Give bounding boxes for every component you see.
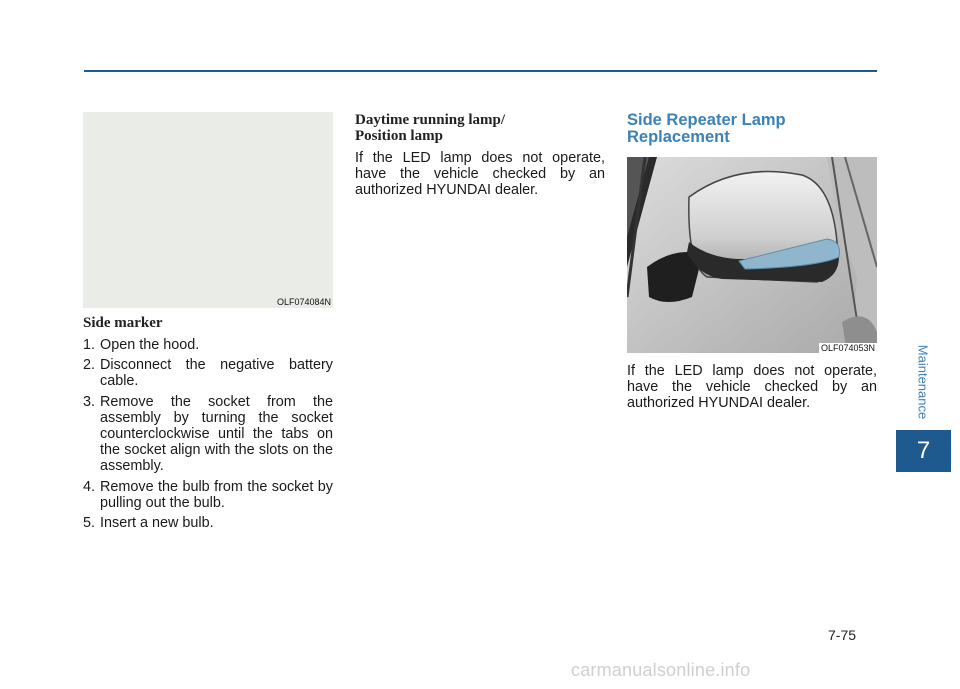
section-side-label: Maintenance [915, 344, 931, 420]
list-item: 5. Insert a new bulb. [83, 515, 214, 532]
page-number: 7-75 [828, 627, 857, 643]
body-paragraph: If the LED lamp does not operate, have the vehicle checked by an authorized HYUNDAI dealer. [627, 363, 877, 412]
chapter-tab: 7 [896, 430, 951, 472]
left-column [83, 112, 333, 535]
list-item: 2. Disconnect the negative battery cable. [83, 357, 333, 390]
watermark-text: carmanualsonline.info [571, 660, 751, 680]
list-item: 1. Open the hood. [83, 337, 200, 353]
side-repeater-figure [627, 157, 877, 353]
middle-column [355, 112, 605, 199]
body-paragraph: If the LED lamp does not operate, have the vehicle checked by an authorized HYUNDAI dealer. [355, 150, 605, 199]
figure-code: OLF074084N [276, 297, 331, 307]
list-item: 3. Remove the socket from the assembly by turning the socket counterclockwise until the tabs on the socket align with the slots on the assembly. [83, 393, 333, 475]
section-heading: Side Repeater Lamp Replacement [627, 111, 786, 146]
side-marker-illustration [83, 112, 333, 308]
right-column [627, 112, 877, 412]
section-heading: Daytime running lamp/ Position lamp [355, 112, 506, 144]
side-mirror-illustration [627, 157, 877, 353]
side-marker-figure [83, 112, 333, 308]
list-item: 4. Remove the bulb from the socket by pulling out the bulb. [83, 478, 333, 511]
steps-list [83, 337, 333, 531]
section-heading: Side marker [83, 315, 163, 331]
header-rule [84, 70, 877, 72]
figure-code: OLF074053N [820, 343, 875, 353]
